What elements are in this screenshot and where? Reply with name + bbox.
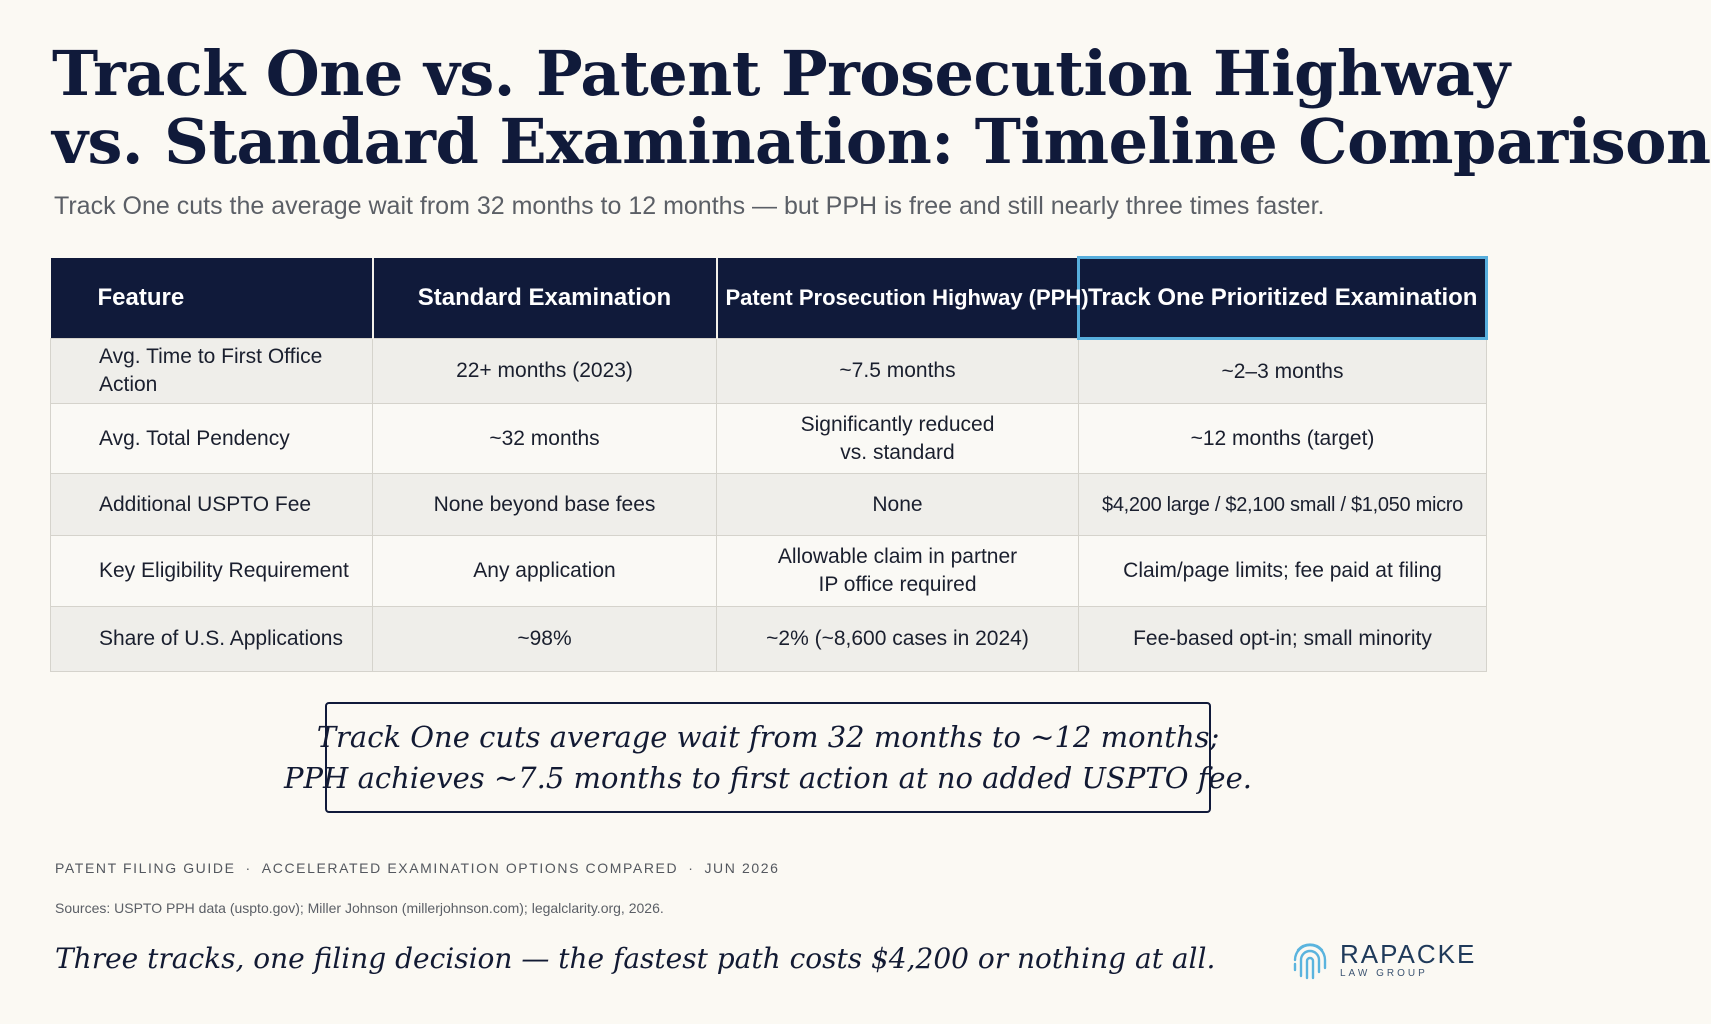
fingerprint-icon [1290,938,1330,982]
footer-separator: · [688,860,695,876]
row-label: Additional USPTO Fee [51,474,373,536]
cell-standard: 22+ months (2023) [373,339,717,404]
page-title-line-1: Track One vs. Patent Prosecution Highway [52,37,1510,110]
cell-standard: None beyond base fees [373,474,717,536]
cell-pph-text: Significantly reduced vs. standard [800,412,995,464]
footer-separator: · [245,860,252,876]
cell-track-one: Fee-based opt-in; small minority [1079,607,1487,672]
cell-pph: ~7.5 months [717,339,1079,404]
footer-meta [55,860,780,876]
table-row [51,536,1487,607]
comparison-table [50,256,1488,672]
cell-pph: None [717,474,1079,536]
header-feature: Feature [51,258,373,339]
page-title [52,37,1711,178]
row-label: Avg. Time to First Office Action [51,339,373,404]
footer-topic: ACCELERATED EXAMINATION OPTIONS COMPARED [261,860,679,876]
row-label: Share of U.S. Applications [51,607,373,672]
cell-standard: ~98% [373,607,717,672]
header-standard-examination: Standard Examination [373,258,717,339]
cell-pph: ~2% (~8,600 cases in 2024) [717,607,1079,672]
brand-logo [1290,932,1490,988]
header-track-one: Track One Prioritized Examination [1079,258,1487,339]
callout-line-2: PPH achieves ~7.5 months to first action at no added USPTO fee. [284,760,1252,795]
footer-date: JUN 2026 [704,860,780,876]
cell-standard: ~32 months [373,404,717,474]
header-pph: Patent Prosecution Highway (PPH) [717,258,1079,339]
page-subtitle: Track One cuts the average wait from 32 months to 12 months — but PPH is free and still nearly three times faster. [54,192,1325,220]
cell-track-one: ~2–3 months [1079,339,1487,404]
cell-track-one: Claim/page limits; fee paid at filing [1079,536,1487,607]
table-row [51,404,1487,474]
row-label: Key Eligibility Requirement [51,536,373,607]
logo-text [1340,940,1476,980]
cell-pph-text: Allowable claim in partner IP office required [777,545,1018,596]
key-takeaway-callout [284,702,1252,813]
footer-guide-name: PATENT FILING GUIDE [55,860,236,876]
table-row [51,339,1487,404]
table-row [51,607,1487,672]
page-title-line-2: vs. Standard Examination: Timeline Comparison [52,105,1711,178]
cell-pph [717,404,1079,474]
table-header-row [51,258,1487,339]
cell-pph [717,536,1079,607]
table-row [51,474,1487,536]
callout-line-1: Track One cuts average wait from 32 months to ~12 months; [316,719,1220,754]
logo-subtitle: LAW GROUP [1340,968,1428,979]
cell-track-one: $4,200 large / $2,100 small / $1,050 micro [1079,474,1487,536]
cell-standard: Any application [373,536,717,607]
tagline: Three tracks, one filing decision — the fastest path costs $4,200 or nothing at all. [55,942,1216,975]
cell-track-one: ~12 months (target) [1079,404,1487,474]
row-label: Avg. Total Pendency [51,404,373,474]
sources-note: Sources: USPTO PPH data (uspto.gov); Miller Johnson (millerjohnson.com); legalclarity.org, 2026. [55,900,664,916]
logo-name: RAPACKE [1340,939,1477,969]
